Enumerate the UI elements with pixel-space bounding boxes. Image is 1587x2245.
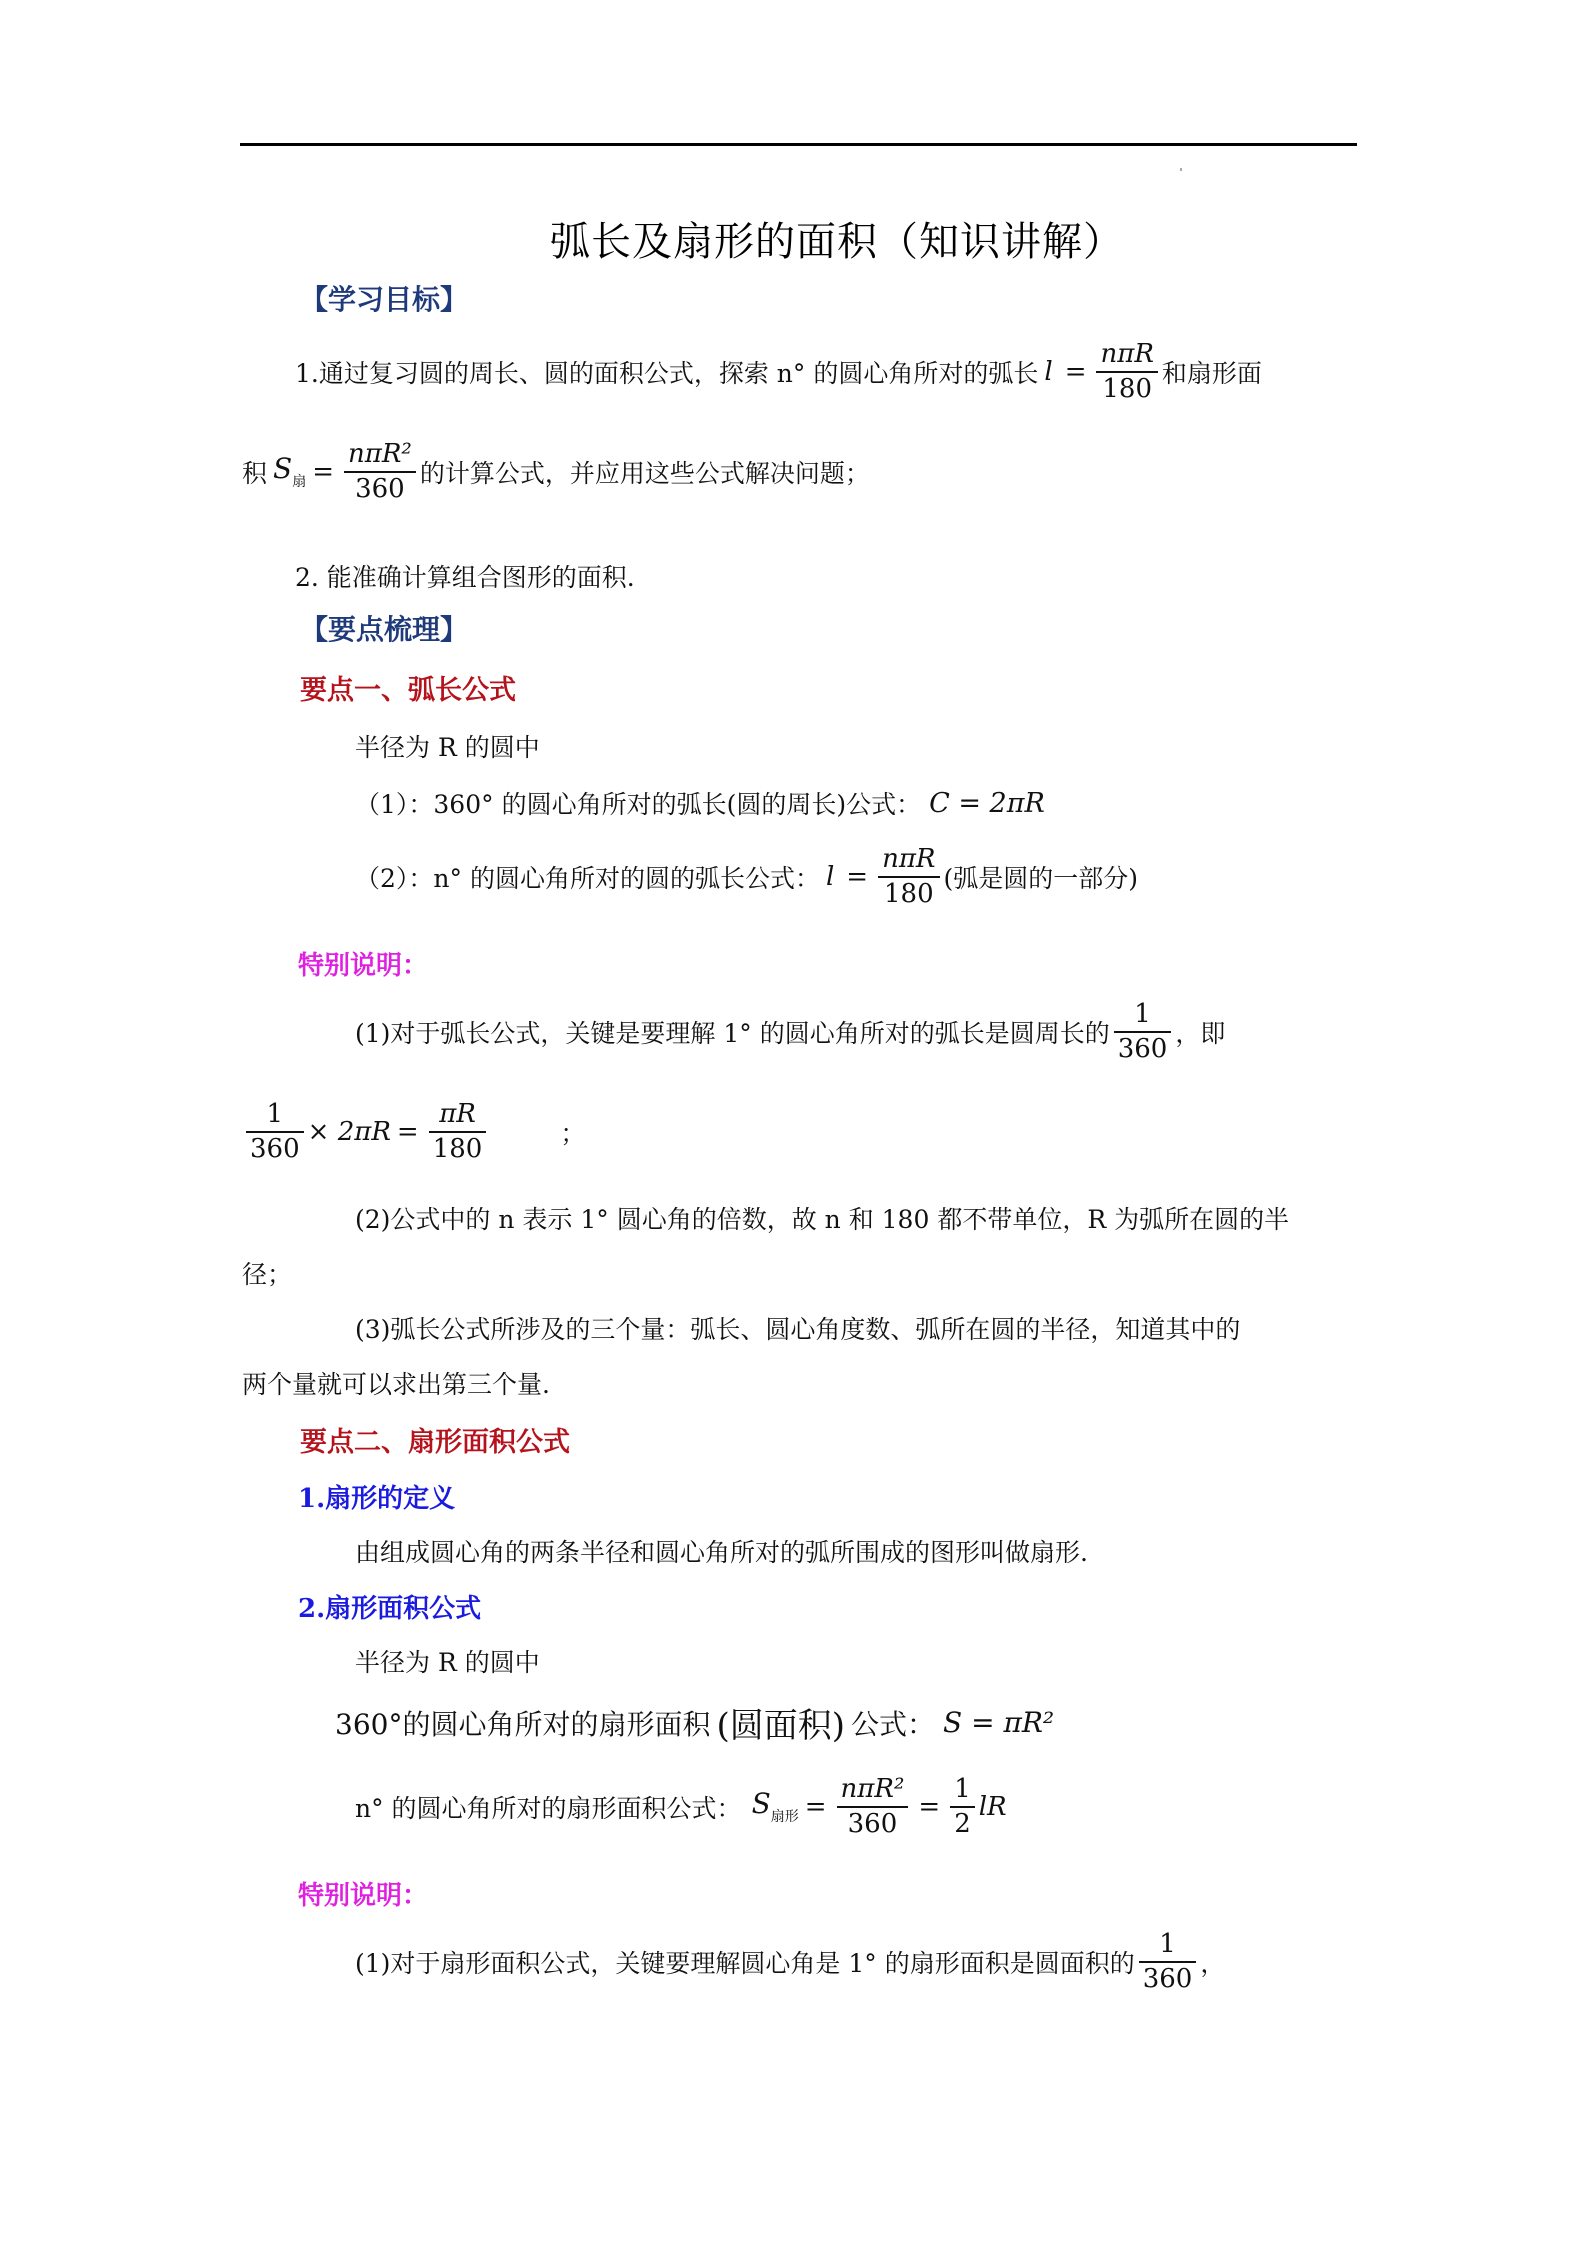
kp2-sub1-text: 由组成圆心角的两条半径和圆心角所对的弧所围成的图形叫做扇形. [355,1538,1088,1567]
sector-area-fraction: $\frac{\text{nπR²}}{360}$ [344,440,416,503]
kp1-note1-equation: $\frac{1}{360}$ × 2πR = $\frac{\pi R}{180}$ ； [242,1100,585,1163]
sector-area-symbol: $S_扇$ [273,452,307,491]
kp1-note2-line1: (2)公式中的 n 表示 1° 圆心角的倍数，故 n 和 180 都不带单位，R 为弧所在圆的半 [355,1205,1290,1234]
kp1-intro: 半径为 R 的圆中 [355,733,540,762]
arc-length-fraction-2: $\frac{\text{nπR}}{180}$ [878,845,939,908]
kp2-sub1-heading: 1.扇形的定义 [298,1484,456,1514]
keypoints-heading: 【要点梳理】 [300,613,469,646]
objective-1-line1: 1.通过复习圆的周长、圆的面积公式，探索 n° 的圆心角所对的弧长 l = $\frac{\text{nπR}}{180}$ 和扇形面 [295,339,1262,404]
kp2-note-heading: 特别说明： [298,1881,429,1911]
kp1-note1-line1: (1)对于弧长公式，关键是要理解 1° 的圆心角所对的弧长是圆周长的 $\frac{1}{360}$ ，即 [355,999,1226,1064]
circumference-formula: C = 2πR [929,787,1045,819]
objective-1-text: 1.通过复习圆的周长、圆的面积公式，探索 n° 的圆心角所对的弧长 [295,358,1039,388]
kp2-circle-area-line: 360°的圆心角所对的扇形面积 (圆面积) 公式： S = πR² [335,1706,1055,1746]
kp2-heading: 要点二、扇形面积公式 [300,1427,570,1458]
objective-1-suffix: 和扇形面 [1161,358,1262,388]
kp1-item2: （2）：n° 的圆心角所对的圆的弧长公式： l = $\frac{\text{nπR}}{180}$ (弧是圆的一部分) [355,844,1139,909]
kp1-item1: （1）：360° 的圆心角所对的弧长(圆的周长)公式： C = 2πR [355,787,1045,819]
kp1-heading: 要点一、弧长公式 [300,675,516,706]
objective-1-line2: 积 $S_扇$ = $\frac{\text{nπR²}}{360}$ 的计算公式，并应用这些公式解决问题； [242,439,870,504]
objective-2: 2. 能准确计算组合图形的面积. [295,563,635,592]
kp2-note1-line1: (1)对于扇形面积公式，关键要理解圆心角是 1° 的扇形面积是圆面积的 $\frac{1}{360}$ ， [355,1929,1226,1994]
kp2-sub2-heading: 2.扇形面积公式 [298,1594,482,1624]
header-mark [1180,168,1182,171]
kp2-sector-area-line: n° 的圆心角所对的扇形面积公式： $S_{扇形}$ = $\frac{\text{nπR²}}{360}$ = $\frac{1}{2}$ lR [355,1774,1007,1839]
kp1-note3-line1: (3)弧长公式所涉及的三个量：弧长、圆心角度数、弧所在圆的半径，知道其中的 [355,1315,1241,1344]
objectives-heading: 【学习目标】 [300,283,469,316]
kp1-note-heading: 特别说明： [298,951,429,981]
header-rule [240,143,1357,146]
sector-area-symbol-2: $S_{扇形}$ [751,1787,799,1826]
arc-length-symbol: l [1044,356,1053,387]
arc-length-fraction: $\frac{\text{nπR}}{180}$ [1096,340,1157,403]
page-title: 弧长及扇形的面积（知识讲解） [550,219,1124,265]
kp1-note3-line2: 两个量就可以求出第三个量. [242,1370,550,1399]
kp2-sub2-intro: 半径为 R 的圆中 [355,1648,540,1677]
kp1-note2-line2: 径； [242,1260,293,1289]
circle-area-formula: S = πR² [943,1706,1055,1739]
